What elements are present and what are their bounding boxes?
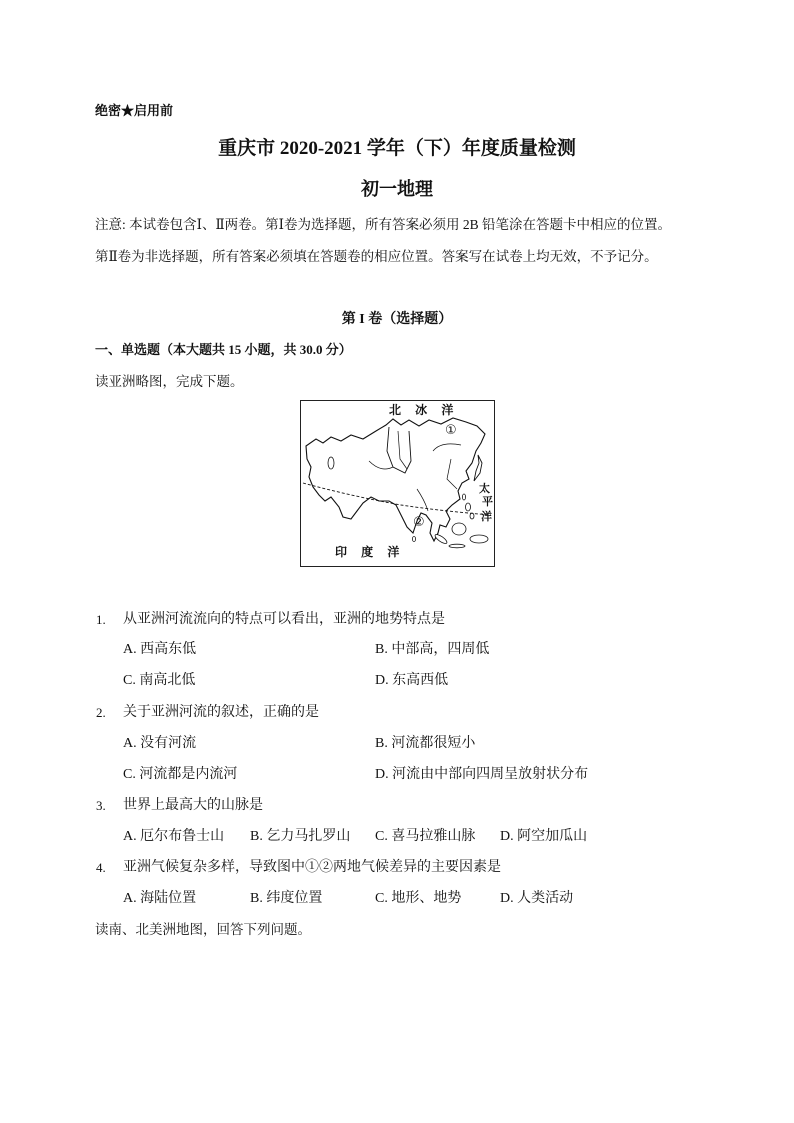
new-guinea-island <box>470 535 488 543</box>
next-section-intro: 读南、北美洲地图，回答下列问题。 <box>95 922 311 937</box>
japan-island <box>474 455 482 481</box>
option-d: D. 人类活动 <box>500 891 574 906</box>
option-b: B. 乞力马扎罗山 <box>250 829 351 844</box>
question-stem: 世界上最高大的山脉是 <box>123 798 263 813</box>
option-a: A. 西高东低 <box>123 642 197 657</box>
option-d: D. 阿空加瓜山 <box>500 829 588 844</box>
option-a: A. 没有河流 <box>123 736 197 751</box>
option-b: B. 河流都很短小 <box>375 736 476 751</box>
option-c: C. 喜马拉雅山脉 <box>375 829 476 844</box>
location-marker-1: ① <box>445 423 457 438</box>
caspian-sea <box>328 457 334 469</box>
exam-title: 重庆市 2020-2021 学年（下）年度质量检测 <box>218 138 576 159</box>
option-b: B. 纬度位置 <box>250 891 323 906</box>
sri-lanka-island <box>412 537 415 542</box>
philippines-island <box>470 513 474 519</box>
option-a: A. 海陆位置 <box>123 891 197 906</box>
asia-map-drawing <box>301 401 493 565</box>
question-stem: 从亚洲河流流向的特点可以看出，亚洲的地势特点是 <box>123 612 445 627</box>
question-stem: 关于亚洲河流的叙述，正确的是 <box>123 705 319 720</box>
option-b: B. 中部高，四周低 <box>375 642 490 657</box>
question-stem: 亚洲气候复杂多样，导致图中①②两地气候差异的主要因素是 <box>123 860 501 875</box>
sumatra-island <box>434 533 448 545</box>
pacific-ocean-label-char-1: 太 <box>479 482 490 495</box>
borneo-island <box>452 523 466 535</box>
part-heading: 一、单选题（本大题共 15 小题，共 30.0 分） <box>95 342 352 357</box>
option-c: C. 南高北低 <box>123 673 196 688</box>
question-number: 3. <box>96 798 106 813</box>
subject-title: 初一地理 <box>361 179 433 199</box>
philippines-island <box>466 503 471 511</box>
question-number: 4. <box>96 860 106 875</box>
option-c: C. 河流都是内流河 <box>123 767 238 782</box>
asia-map <box>300 400 495 567</box>
taiwan-island <box>462 494 465 500</box>
java-island <box>449 544 465 548</box>
indian-ocean-label: 印 度 洋 <box>335 545 405 559</box>
option-c: C. 地形、地势 <box>375 891 462 906</box>
location-marker-2: ② <box>413 515 425 530</box>
question-number: 2. <box>96 705 106 720</box>
notice-line-1: 注意: 本试卷包含Ⅰ、Ⅱ两卷。第Ⅰ卷为选择题，所有答案必须用 2B 铅笔涂在答题卡中相应的位置。 <box>95 217 671 232</box>
option-d: D. 河流由中部向四周呈放射状分布 <box>375 767 589 782</box>
notice-line-2: 第Ⅱ卷为非选择题，所有答案必须填在答题卷的相应位置。答案写在试卷上均无效，不予记分。 <box>95 249 658 264</box>
option-d: D. 东高西低 <box>375 673 449 688</box>
confidentiality-mark: 绝密★启用前 <box>95 103 174 118</box>
landmass-outline <box>306 418 485 541</box>
pacific-ocean-label-char-3: 洋 <box>481 510 492 523</box>
question-number: 1. <box>96 612 106 627</box>
section-title: 第 I 卷（选择题） <box>341 312 453 327</box>
option-a: A. 厄尔布鲁士山 <box>123 829 225 844</box>
arctic-ocean-label: 北 冰 洋 <box>389 403 459 417</box>
map-intro: 读亚洲略图，完成下题。 <box>95 374 244 389</box>
pacific-ocean-label-char-2: 平 <box>482 495 493 508</box>
